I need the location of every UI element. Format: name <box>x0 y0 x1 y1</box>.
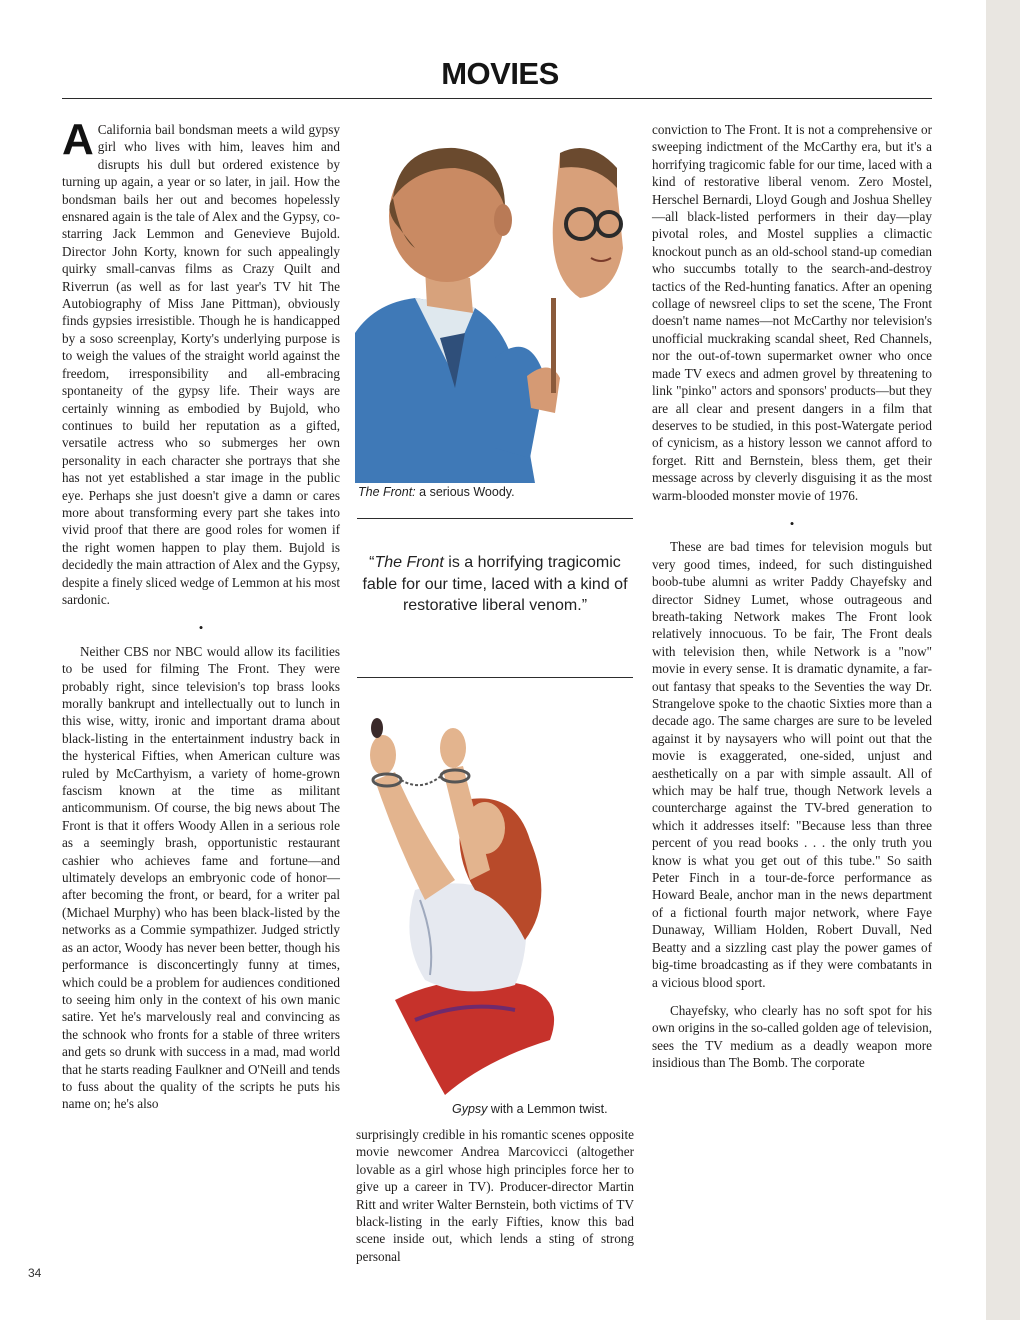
drop-cap: A <box>62 115 94 164</box>
left-paragraph-1 <box>62 115 340 608</box>
right-paragraph-2: These are bad times for television moguls but very good times, indeed, for such distinguished boob-tube alumni as writer Paddy Chayefsky and director Sidney Lumet, whose outrageous and breath-taking Network makes The Front look relatively innocuous. To be fair, The Front deals with television then, while Network is a "now" movie in every sense. It is dramatic dynamite, a far-out fantasy that speaks to the Seventies the way Dr. Strangelove spoke to the chaotic Sixties more than a decade ago. The same charges are sure to be leveled against it by naysayers who will point out that the movie is exaggerated, one-sided, unjust and aesthetically on a par with simple assault. All of which may be half true, though Network levels a countercharge against the TV-bred generation to which it addresses itself: "Because less than three percent of you read books . . . the only truth you know is what you get out of this tube." So saith Peter Finch in a tour-de-force performance as Howard Beale, anchor man in the news department of a fictional fourth major network, where Faye Dunaway, William Holden, Robert Duvall, Ned Beatty and a sizzling cast play the power games of big-time broadcasting as if they were combatants in a vicious blood sport. <box>652 539 932 990</box>
front-illustration <box>355 128 635 483</box>
woody-mask-drawing <box>355 128 635 483</box>
pull-quote-bottom-rule <box>357 677 633 678</box>
gypsy-caption: Gypsy with a Lemmon twist. <box>452 1102 608 1116</box>
left-paragraph-2: Neither CBS nor NBC would allow its facilities to be used for filming The Front. They were probably right, since television's top brass looks morally bankrupt and intellectually out to lunch in this wise, witty, ironic and important drama about black-listing in the entertainment industry back in the hysterical Fifties, when American culture was ruled by McCarthyism, a variety of home-grown fascism known at the time as militant anticommunism. Of course, the big news about The Front is that it offers Woody Allen in a serious role as a seemingly brash, opportunistic restaurant cashier who achieves fame and fortune—and ultimately develops an embryonic code of honor—after becoming the front, or beard, for a writer pal (Michael Murphy) who has been black-listed by the networks as a Commie sympathizer. Judged strictly as an actor, Woody has never been better, though his performance is disconcertingly funny at times, which could be a problem for audiences conditioned to seeing him only in the context of his own manic satire. Yet he's marvelously real and convincing as the schnook who fronts for a stable of three writers and gets so drunk with success in a mad, mad world that he starts reading Faulkner and O'Neill and tends to fuss about the quality of the scripts he puts his name on; he's also <box>62 643 340 1112</box>
right-paragraph-3: Chayefsky, who clearly has no soft spot for his own origins in the so-called golden age of television, sees the TV medium as a deadly weapon more insidious than The Bomb. The corporate <box>652 1002 932 1071</box>
gypsy-illustration <box>355 700 635 1100</box>
right-paragraph-1: conviction to The Front. It is not a comprehensive or sweeping indictment of the McCarthy era, but it's a horrifying tragicomic fable for our time, laced with a kind of restorative liberal venom. Zero Mostel, Herschel Bernardi, Lloyd Gough and Joshua Shelley—all black-listed performers in their day—play pivotal roles, and Mostel supplies a climactic knockout punch as an old-school stand-up comedian who succumbs totally to the search-and-destroy tactics of the Red-hunting fanatics. After an opening collage of newsreel clips to set the scene, The Front doesn't name names—not McCarthy nor television's unofficial muckraking scandal sheet, Red Channels, nor the out-of-town supermarket owner who once made TV execs and admen grovel by threatening to link "pinko" actors and sponsors' products—but they are all clear and present dangers in a film that deserves to be studied, in this post-Watergate period of cynicism, as a history lesson we cannot afford to forget. Ritt and Bernstein, bless them, get their message across by cleverly disguising it as the most warm-blooded monster movie of 1976. <box>652 122 932 503</box>
middle-column <box>356 1126 634 1276</box>
right-column <box>652 121 932 1083</box>
pull-quote: “The Front is a horrifying tragicomic fable for our time, laced with a kind of restorative liberal venom.” <box>362 554 628 614</box>
middle-paragraph-1: surprisingly credible in his romantic scenes opposite movie newcomer Andrea Marcovicci (altogether lovable as a girl whose high principles force her to give up a career in TV). Producer-director Martin Ritt and writer Walter Bernstein, both victims of TV black-listing in the early Fifties, know this bad scene inside out, which lends a sting of strong personal <box>356 1127 634 1264</box>
section-separator: • <box>198 620 204 636</box>
gypsy-handcuffs-drawing <box>355 700 635 1100</box>
left-paragraph-1-text: California bail bondsman meets a wild gypsy girl who lives with him, leaves him and disrupts his dull but ordered existence by turning up again, a year or so later, in jail. How the bondsman bails her out and becomes hopelessly ensnared again is the tale of Alex and the Gypsy, co-starring Jack Lemmon and Genevieve Bujold. Director John Korty, known for such appealingly quirky small-canvas films as Crazy Quilt and Riverrun (as well as for last year's TV hit The Autobiography of Miss Jane Pittman), obviously finds gypsies irresistible. Though he is handicapped by a soso screenplay, Korty's underlying purpose is to weigh the values of the straight world against the freedom, irresponsibility and all-embracing spontaneity of the gypsy life. Their ways are certainly winning as embodied by Bujold, who continues to build her reputation as a gifted, versatile actress who so submerges her own personality in each character she portrays that she has not yet established a star image in the public eye. Perhaps she just doesn't give a damn or cares more about transforming every part she takes into vivid proof that there are good roles for women if the right women happen to play them. Bujold is decidedly the main attraction of Alex and the Gypsy, despite a finely sliced wedge of Lemmon at his most sardonic. <box>62 122 340 607</box>
pull-quote-top-rule <box>357 518 633 519</box>
section-title: MOVIES <box>441 56 559 91</box>
title-rule <box>62 98 932 99</box>
page-edge <box>986 0 1020 1320</box>
page-number: 34 <box>28 1266 42 1280</box>
front-caption: The Front: a serious Woody. <box>358 485 515 499</box>
section-separator-right: • <box>789 515 795 531</box>
left-column <box>62 115 340 1124</box>
